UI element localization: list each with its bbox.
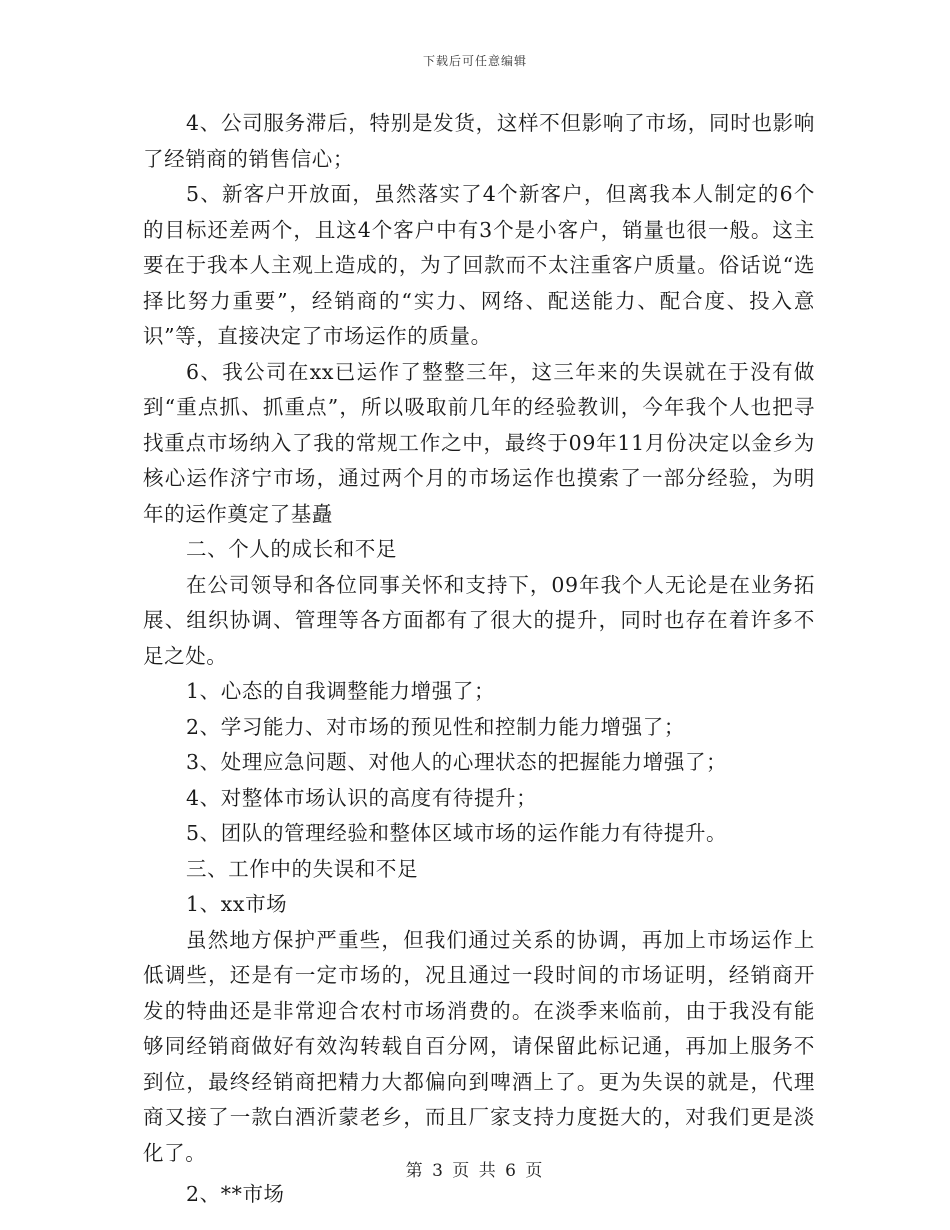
subheading-market-2: 2、**市场 bbox=[186, 1182, 285, 1206]
paragraph-growth-intro: 在公司领导和各位同事关怀和支持下，09年我个人无论是在业务拓展、组织协调、管理等各方面都有了很大的提升，同时也存在着许多不足之处。 bbox=[143, 572, 815, 668]
list-item-growth-4: 4、对整体市场认识的高度有待提升； bbox=[186, 785, 538, 810]
section-heading-3: 三、工作中的失误和不足 bbox=[186, 856, 419, 881]
list-item-growth-1: 1、心态的自我调整能力增强了； bbox=[186, 679, 496, 703]
list-item-growth-2: 2、学习能力、对市场的预见性和控制力能力增强了； bbox=[186, 714, 685, 739]
paragraph-item-6: 6、我公司在xx已运作了整整三年，这三年来的失误就在于没有做到“重点抓、抓重点”，所以吸取前几年的经验教训，今年我个人也把寻找重点市场纳入了我的常规工作之中，最终于09年11月份决定以金乡为核心运作济宁市场，通过两个月的市场运作也摸索了一部分经验，为明年的运作奠定了基矗 bbox=[143, 359, 815, 526]
paragraph-market-1: 虽然地方保护严重些，但我们通过关系的协调，再加上市场运作上低调些，还是有一定市场的，况且通过一段时间的市场证明，经销商开发的特曲还是非常迎合农村市场消费的。在淡季来临前，由于我没有能够同经销商做好有效沟转载自百分网，请保留此标记通，再加上服务不到位，最终经销商把精力大都偏向到啤酒上了。更为失误的就是，代理商又接了一款白酒沂蒙老乡，而且厂家支持力度挺大的，对我们更是淡化了。 bbox=[143, 927, 815, 1165]
page-footer: 第 3 页 共 6 页 bbox=[405, 1161, 545, 1181]
section-heading-2: 二、个人的成长和不足 bbox=[186, 537, 397, 561]
page-header: 下载后可任意编辑 bbox=[422, 54, 527, 68]
paragraph-item-4: 4、公司服务滞后，特别是发货，这样不但影响了市场，同时也影响了经销商的销售信心； bbox=[143, 111, 815, 171]
document-body bbox=[143, 106, 815, 1213]
list-item-growth-5: 5、团队的管理经验和整体区域市场的运作能力有待提升。 bbox=[186, 821, 728, 845]
list-item-growth-3: 3、处理应急问题、对他人的心理状态的把握能力增强了； bbox=[186, 750, 728, 774]
subheading-market-1: 1、xx市场 bbox=[186, 892, 288, 916]
paragraph-item-5: 5、新客户开放面，虽然落实了4个新客户，但离我本人制定的6个的目标还差两个，且这4个客户中有3个是小客户，销量也很一般。这主要在于我本人主观上造成的，为了回款而不太注重客户质量。俗话说“选择比努力重要”，经销商的“实力、网络、配送能力、配合度、投入意识”等，直接决定了市场运作的质量。 bbox=[143, 182, 815, 348]
